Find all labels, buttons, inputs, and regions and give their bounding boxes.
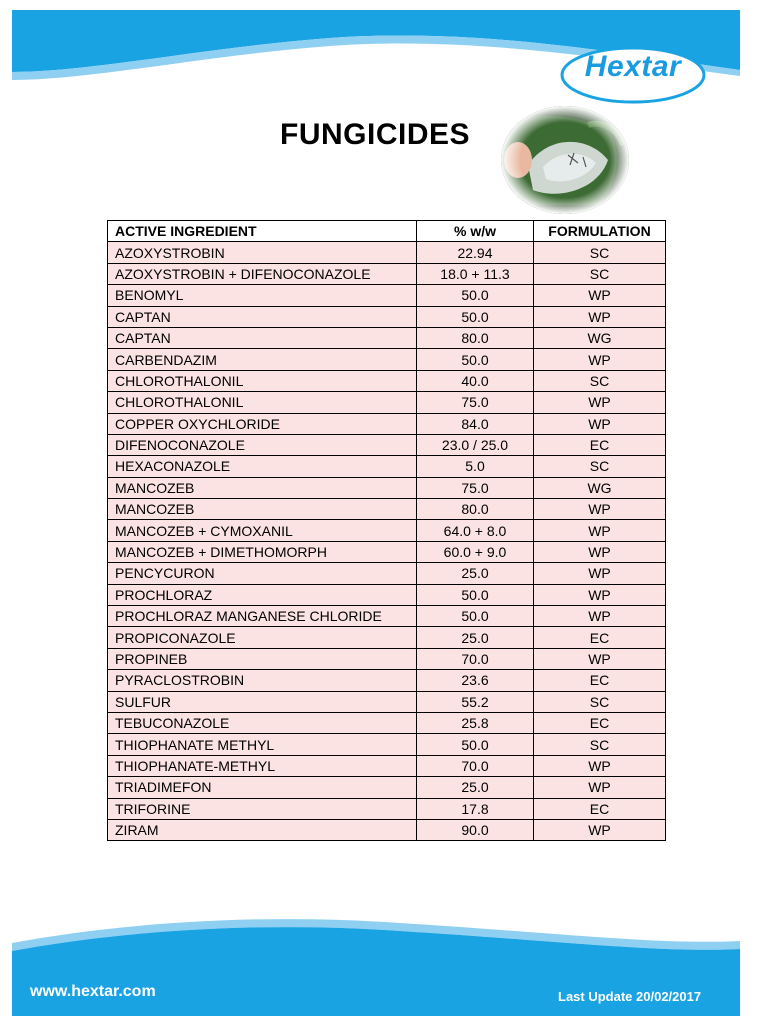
website-link[interactable]: www.hextar.com [30,983,156,1000]
cell-percent-ww: 50.0 [417,285,534,306]
cell-formulation: WP [534,606,666,627]
table-row [108,777,666,798]
header-percent-ww: % w/w [417,221,534,242]
cell-percent-ww: 5.0 [417,456,534,477]
cell-active-ingredient: THIOPHANATE-METHYL [108,755,417,776]
cell-active-ingredient: SULFUR [108,691,417,712]
cell-percent-ww: 23.6 [417,670,534,691]
cell-formulation: WP [534,819,666,840]
table-row [108,712,666,733]
table-row [108,819,666,840]
table-row [108,734,666,755]
cell-active-ingredient: MANCOZEB + CYMOXANIL [108,520,417,541]
table-row [108,798,666,819]
cell-formulation: SC [534,263,666,284]
cell-formulation: WP [534,499,666,520]
cell-active-ingredient: PENCYCURON [108,563,417,584]
table-header-row [108,221,666,242]
cell-percent-ww: 17.8 [417,798,534,819]
table-row [108,648,666,669]
cell-formulation: WP [534,777,666,798]
cell-percent-ww: 70.0 [417,648,534,669]
cell-percent-ww: 18.0 + 11.3 [417,263,534,284]
cell-formulation: WG [534,477,666,498]
cell-percent-ww: 25.8 [417,712,534,733]
cell-formulation: SC [534,370,666,391]
header-formulation: FORMULATION [534,221,666,242]
table-row [108,434,666,455]
cell-formulation: EC [534,798,666,819]
table-row [108,327,666,348]
cell-percent-ww: 50.0 [417,306,534,327]
table-row [108,541,666,562]
cell-percent-ww: 23.0 / 25.0 [417,434,534,455]
fungicides-table [107,220,666,841]
table-row [108,584,666,605]
table-row [108,349,666,370]
cell-active-ingredient: DIFENOCONAZOLE [108,434,417,455]
cell-active-ingredient: CHLOROTHALONIL [108,370,417,391]
cell-formulation: WP [534,392,666,413]
cell-formulation: SC [534,456,666,477]
cell-percent-ww: 22.94 [417,242,534,263]
cell-formulation: SC [534,242,666,263]
table-row [108,691,666,712]
cell-percent-ww: 60.0 + 9.0 [417,541,534,562]
cell-active-ingredient: PROPICONAZOLE [108,627,417,648]
table-row [108,606,666,627]
cell-active-ingredient: BENOMYL [108,285,417,306]
cell-active-ingredient: CAPTAN [108,327,417,348]
cell-active-ingredient: PROPINEB [108,648,417,669]
cell-percent-ww: 64.0 + 8.0 [417,520,534,541]
cell-formulation: WP [534,755,666,776]
cell-active-ingredient: COPPER OXYCHLORIDE [108,413,417,434]
cell-formulation: WP [534,306,666,327]
table-row [108,306,666,327]
footer-banner [0,905,768,1024]
cell-percent-ww: 80.0 [417,499,534,520]
cell-formulation: EC [534,712,666,733]
cell-formulation: WP [534,413,666,434]
cell-percent-ww: 75.0 [417,477,534,498]
cell-formulation: SC [534,734,666,755]
table-row [108,499,666,520]
cell-active-ingredient: TEBUCONAZOLE [108,712,417,733]
table-row [108,242,666,263]
cell-percent-ww: 40.0 [417,370,534,391]
logo-text: Hextar [584,50,682,83]
cell-formulation: WP [534,541,666,562]
table-row [108,670,666,691]
table-row [108,755,666,776]
cell-formulation: EC [534,627,666,648]
cell-active-ingredient: PROCHLORAZ MANGANESE CHLORIDE [108,606,417,627]
cell-active-ingredient: PYRACLOSTROBIN [108,670,417,691]
cell-formulation: WP [534,520,666,541]
cell-active-ingredient: AZOXYSTROBIN [108,242,417,263]
table-row [108,520,666,541]
cell-percent-ww: 55.2 [417,691,534,712]
cell-percent-ww: 75.0 [417,392,534,413]
cell-active-ingredient: MANCOZEB + DIMETHOMORPH [108,541,417,562]
cell-active-ingredient: CHLOROTHALONIL [108,392,417,413]
table-row [108,370,666,391]
header-active-ingredient: ACTIVE INGREDIENT [108,221,417,242]
cell-formulation: EC [534,434,666,455]
leaf-photo [498,105,632,215]
cell-active-ingredient: TRIADIMEFON [108,777,417,798]
last-update: Last Update 20/02/2017 [558,989,702,1004]
cell-formulation: WP [534,648,666,669]
table-row [108,456,666,477]
cell-active-ingredient: THIOPHANATE METHYL [108,734,417,755]
table-row [108,627,666,648]
cell-percent-ww: 25.0 [417,627,534,648]
cell-percent-ww: 50.0 [417,606,534,627]
cell-formulation: WP [534,285,666,306]
cell-percent-ww: 25.0 [417,563,534,584]
cell-percent-ww: 84.0 [417,413,534,434]
cell-formulation: SC [534,691,666,712]
table-body [108,242,666,841]
cell-percent-ww: 50.0 [417,584,534,605]
cell-active-ingredient: TRIFORINE [108,798,417,819]
table-row [108,263,666,284]
cell-formulation: WP [534,584,666,605]
cell-active-ingredient: HEXACONAZOLE [108,456,417,477]
cell-percent-ww: 90.0 [417,819,534,840]
cell-formulation: EC [534,670,666,691]
cell-formulation: WP [534,563,666,584]
cell-active-ingredient: CARBENDAZIM [108,349,417,370]
cell-percent-ww: 80.0 [417,327,534,348]
cell-active-ingredient: MANCOZEB [108,499,417,520]
cell-percent-ww: 50.0 [417,734,534,755]
cell-formulation: WP [534,349,666,370]
table-row [108,413,666,434]
cell-percent-ww: 25.0 [417,777,534,798]
cell-active-ingredient: PROCHLORAZ [108,584,417,605]
cell-active-ingredient: ZIRAM [108,819,417,840]
page-title: FUNGICIDES [280,118,471,151]
table-row [108,285,666,306]
table-row [108,477,666,498]
table-row [108,563,666,584]
cell-percent-ww: 70.0 [417,755,534,776]
cell-active-ingredient: AZOXYSTROBIN + DIFENOCONAZOLE [108,263,417,284]
cell-active-ingredient: MANCOZEB [108,477,417,498]
table-row [108,392,666,413]
cell-formulation: WG [534,327,666,348]
cell-percent-ww: 50.0 [417,349,534,370]
cell-active-ingredient: CAPTAN [108,306,417,327]
